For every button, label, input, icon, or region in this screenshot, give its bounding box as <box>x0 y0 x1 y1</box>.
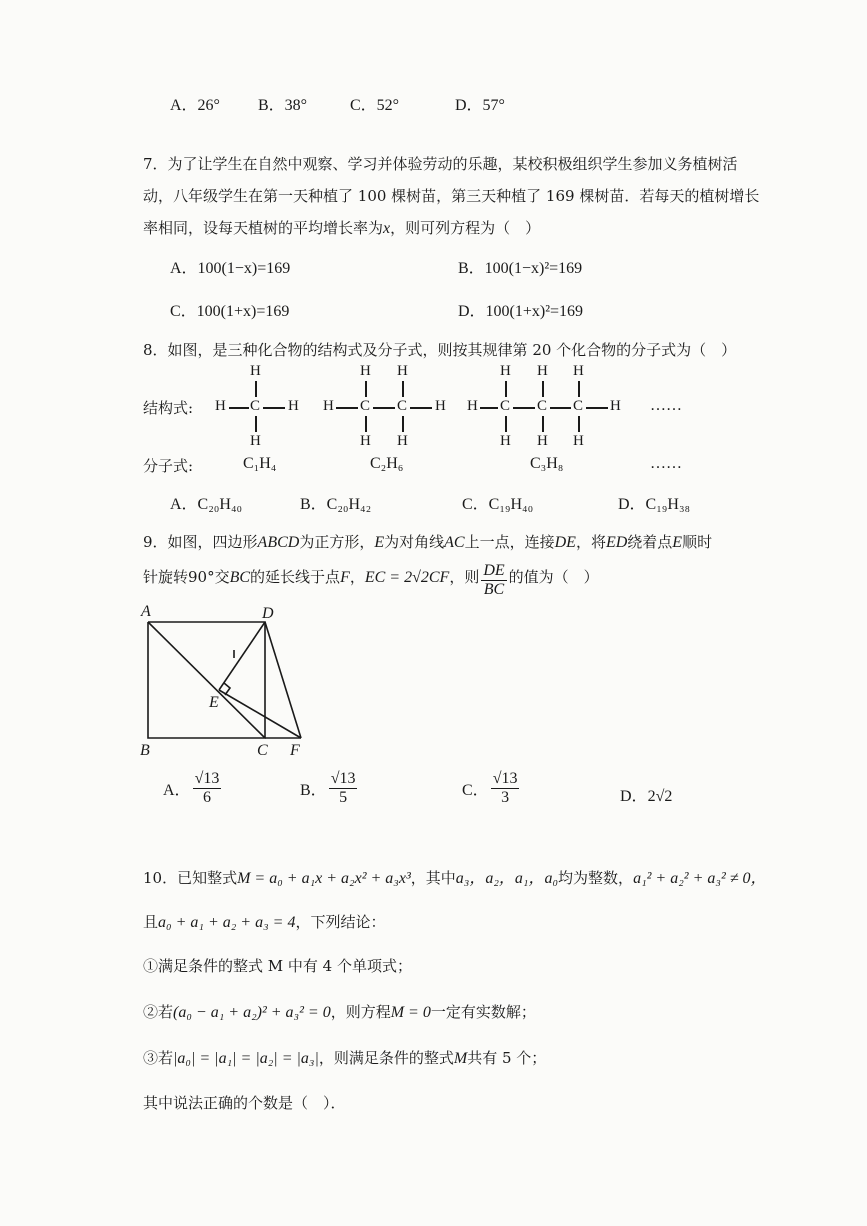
q7-option-b: B．100(1−x)²=169 <box>458 260 583 277</box>
q8-structure-ellipsis: …… <box>650 397 682 414</box>
q8-formula-label: 分子式: <box>143 457 194 475</box>
segment-ed <box>219 622 265 690</box>
q7-line3: 率相同，设每天植树的平均增长率为x，则可列方程为（ ） <box>143 219 541 237</box>
q8-option-b: B．C₂₀H₄₂ <box>300 496 372 513</box>
q6-option-c: C．52° <box>350 97 400 114</box>
q9-geometry-figure <box>135 600 315 760</box>
q8-formula-2: C₂H₆ <box>370 455 404 472</box>
q10-final: 其中说法正确的个数是（ ）． <box>143 1094 346 1112</box>
q10-line2: 且a₀ + a₁ + a₂ + a₃ = 4，下列结论： <box>143 913 386 931</box>
diagonal-ac <box>148 622 265 738</box>
q6-option-a: A．26° <box>170 97 220 114</box>
q9-option-c: C． $\frac{√13}{3}$ <box>462 770 518 806</box>
label-b: B <box>140 742 150 759</box>
q8-option-c: C．C₁₉H₄₀ <box>462 496 534 513</box>
q8-option-a: A．C₂₀H₄₀ <box>170 496 243 513</box>
label-c: C <box>257 742 268 759</box>
q8-option-d: D．C₁₉H₃₈ <box>618 496 691 513</box>
q7-option-d: D．100(1+x)²=169 <box>458 303 584 320</box>
q8-formula-3: C₃H₈ <box>530 455 564 472</box>
label-a: A <box>141 603 151 620</box>
q10-statement-2: ②若(a₀ − a₁ + a₂)² + a₃² = 0，则方程M = 0一定有实数解； <box>143 1003 536 1021</box>
q9-option-a: A． $\frac{√13}{6}$ <box>163 770 220 806</box>
q7-line2: 动，八年级学生在第一天种植了 100 棵树苗，第三天种植了 169 棵树苗．若每天的植树增长 <box>143 187 760 205</box>
q8-formula-1: C₁H₄ <box>243 455 277 472</box>
q7-line1: 7．为了让学生在自然中观察、学习并体验劳动的乐趣，某校积极组织学生参加义务植树活 <box>143 155 738 173</box>
q9-option-d: D．2√2 <box>620 788 673 805</box>
q6-option-d: D．57° <box>455 97 505 114</box>
q10-line1: 10．已知整式M = a₀ + a₁x + a₂x² + a₃x³，其中a₃，a₂，a₁，a₀均为整数，a₁² + a₂² + a₃² ≠ 0， <box>143 869 767 887</box>
q10-statement-1: ①满足条件的整式 M 中有 4 个单项式； <box>143 957 412 975</box>
q10-statement-3: ③若|a₀| = |a₁| = |a₂| = |a₃|，则满足条件的整式M共有 5 个； <box>143 1049 547 1067</box>
q7-option-c: C．100(1+x)=169 <box>170 303 290 320</box>
q7-option-a: A．100(1−x)=169 <box>170 260 291 277</box>
q9-line1: 9．如图，四边形ABCD为正方形，E为对角线AC上一点，连接DE，将ED绕着点E顺时 <box>143 533 713 551</box>
q9-line2: 针旋转90°交BC的延长线于点F，EC = 2√2CF，则 $\frac{DE}{BC}$ 的值为（ ） <box>143 562 599 598</box>
q8-structure-label: 结构式: <box>143 399 194 417</box>
q8-stem: 8．如图，是三种化合物的结构式及分子式，则按其规律第 20 个化合物的分子式为（ ） <box>143 341 737 359</box>
label-f: F <box>290 742 300 759</box>
q6-option-b: B．38° <box>258 97 308 114</box>
q8-formula-ellipsis: …… <box>650 455 682 472</box>
q9-option-b: B． $\frac{√13}{5}$ <box>300 770 356 806</box>
label-d: D <box>262 605 274 622</box>
label-e: E <box>209 694 219 711</box>
